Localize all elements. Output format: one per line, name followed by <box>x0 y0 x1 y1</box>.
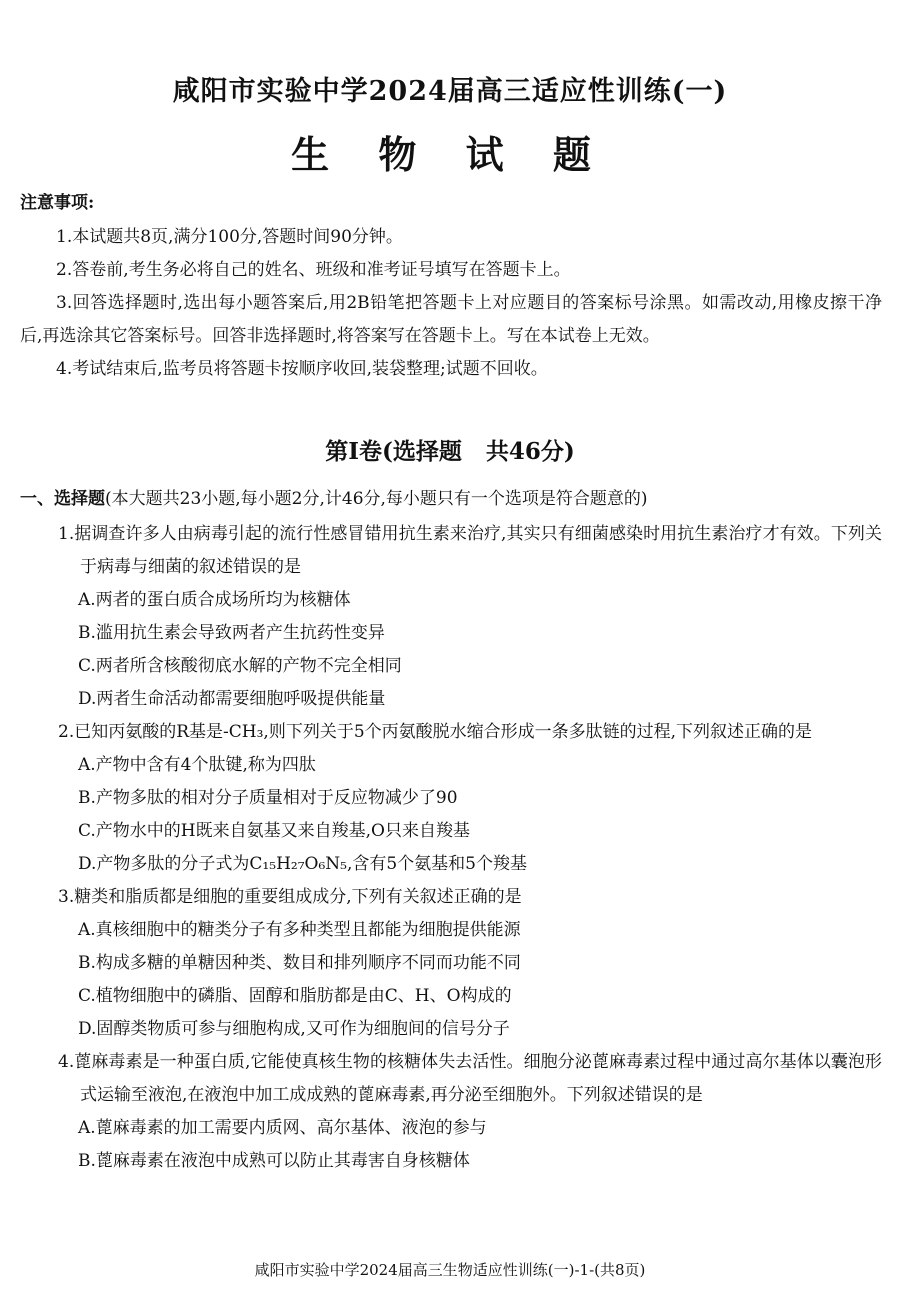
question-option: B.构成多糖的单糖因种类、数目和排列顺序不同而功能不同 <box>78 953 521 973</box>
question-4 <box>20 1046 882 1178</box>
notice-item-1: 1.本试题共8页,满分100分,答题时间90分钟。 <box>56 227 403 247</box>
question-option: A.蓖麻毒素的加工需要内质网、高尔基体、液泡的参与 <box>78 1118 487 1138</box>
question-option: A.两者的蛋白质合成场所均为核糖体 <box>78 590 351 610</box>
question-option: B.产物多肽的相对分子质量相对于反应物减少了90 <box>78 788 458 808</box>
notice-item-2: 2.答卷前,考生务必将自己的姓名、班级和准考证号填写在答题卡上。 <box>56 260 571 280</box>
section-title: 第Ⅰ卷(选择题 共46分) <box>325 438 575 465</box>
page-footer: 咸阳市实验中学2024届高三生物适应性训练(一)-1-(共8页) <box>254 1261 646 1279</box>
part-label: 一、选择题 <box>20 489 105 509</box>
notice-heading: 注意事项: <box>20 193 95 213</box>
question-option: A.真核细胞中的糖类分子有多种类型且都能为细胞提供能源 <box>78 920 521 940</box>
question-option: A.产物中含有4个肽键,称为四肽 <box>78 755 316 775</box>
notice-item-4: 4.考试结束后,监考员将答题卡按顺序收回,装袋整理;试题不回收。 <box>56 359 548 379</box>
question-option: B.蓖麻毒素在液泡中成熟可以防止其毒害自身核糖体 <box>78 1151 470 1171</box>
question-option: D.固醇类物质可参与细胞构成,又可作为细胞间的信号分子 <box>78 1019 510 1039</box>
notice-item-3: 3.回答选择题时,选出每小题答案后,用2B铅笔把答题卡上对应题目的答案标号涂黑。如需改动,用橡皮擦干净后,再选涂其它答案标号。回答非选择题时,将答案写在答题卡上。写在本试卷上无效。 <box>20 293 882 346</box>
question-option: D.产物多肽的分子式为C₁₅H₂₇O₆N₅,含有5个氨基和5个羧基 <box>78 854 527 874</box>
subject-title: 生 物 试 题 <box>291 132 609 177</box>
question-1 <box>20 518 882 716</box>
question-2 <box>20 716 882 881</box>
exam-title: 咸阳市实验中学2024届高三适应性训练(一) <box>172 76 728 107</box>
question-stem: 1.据调查许多人由病毒引起的流行性感冒错用抗生素来治疗,其实只有细菌感染时用抗生素治疗才有效。下列关于病毒与细菌的叙述错误的是 <box>58 524 882 577</box>
question-stem: 2.已知丙氨酸的R基是-CH₃,则下列关于5个丙氨酸脱水缩合形成一条多肽链的过程,下列叙述正确的是 <box>58 722 813 742</box>
part-heading <box>20 486 890 512</box>
notice-list <box>20 221 882 386</box>
question-option: B.滥用抗生素会导致两者产生抗药性变异 <box>78 623 385 643</box>
question-option: C.产物水中的H既来自氨基又来自羧基,O只来自羧基 <box>78 821 470 841</box>
part-instructions: (本大题共23小题,每小题2分,计46分,每小题只有一个选项是符合题意的) <box>105 489 648 509</box>
question-option: D.两者生命活动都需要细胞呼吸提供能量 <box>78 689 386 709</box>
question-3 <box>20 881 882 1046</box>
question-list <box>20 518 882 1178</box>
question-option: C.两者所含核酸彻底水解的产物不完全相同 <box>78 656 402 676</box>
question-option: C.植物细胞中的磷脂、固醇和脂肪都是由C、H、O构成的 <box>78 986 512 1006</box>
question-stem: 3.糖类和脂质都是细胞的重要组成成分,下列有关叙述正确的是 <box>58 887 522 907</box>
question-stem: 4.蓖麻毒素是一种蛋白质,它能使真核生物的核糖体失去活性。细胞分泌蓖麻毒素过程中通过高尔基体以囊泡形式运输至液泡,在液泡中加工成成熟的蓖麻毒素,再分泌至细胞外。下列叙述错误的是 <box>58 1052 882 1105</box>
